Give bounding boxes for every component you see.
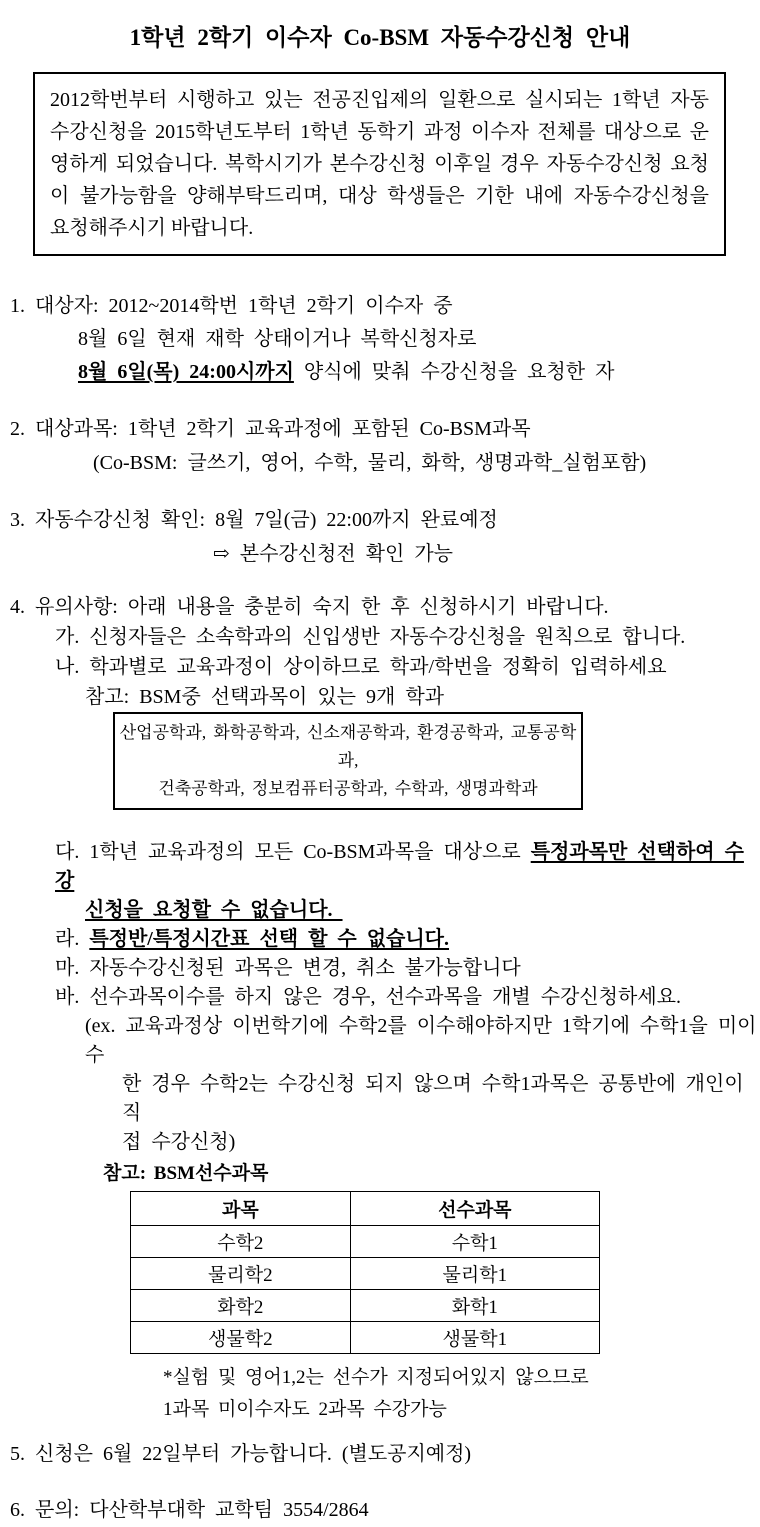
intro-line: 2012학번부터 시행하고 있는 전공진입제의 일환으로 실시되는 1학년 자동 xyxy=(50,89,709,111)
section4-item-ga: 가. 신청자들은 소속학과의 신입생반 자동수강신청을 원칙으로 합니다. xyxy=(55,626,686,648)
notice-document xyxy=(0,22,760,1521)
section4-item-ra xyxy=(0,925,760,954)
department-list-line: 산업공학과, 화학공학과, 신소재공학과, 환경공학과, 교통공학과, xyxy=(119,723,577,770)
cell-course: 화학2 xyxy=(131,1290,351,1322)
page-title: 1학년 2학기 이수자 Co-BSM 자동수강신청 안내 xyxy=(129,25,631,50)
section4-example-line1: (ex. 교육과정상 이번학기에 수학2를 이수해야하지만 1학기에 수학1을 미이수 xyxy=(85,1015,757,1066)
section1-line2: 8월 6일 현재 재학 상태이거나 복학신청자로 xyxy=(78,328,477,350)
section4-example-line3: 접 수강신청) xyxy=(122,1131,236,1153)
section3-line2 xyxy=(0,537,760,571)
prerequisite-table xyxy=(130,1191,600,1354)
cell-prereq: 화학1 xyxy=(350,1290,599,1322)
section3-line2-text: 본수강신청전 확인 가능 xyxy=(239,543,453,565)
cell-prereq: 물리학1 xyxy=(350,1258,599,1290)
section1-line3 xyxy=(0,356,760,389)
section6-heading: 6. 문의: 다산학부대학 교학팀 3554/2864 xyxy=(10,1499,369,1521)
column-header-prereq: 선수과목 xyxy=(350,1192,599,1226)
column-header-course: 과목 xyxy=(131,1192,351,1226)
intro-line: 수강신청을 2015학년도부터 1학년 동학기 과정 이수자 전체를 대상으로 운 xyxy=(50,121,709,143)
section-target-audience xyxy=(0,290,760,389)
table-row xyxy=(131,1322,600,1354)
cell-course: 생물학2 xyxy=(131,1322,351,1354)
item-ra-emphasis: 특정반/특정시간표 선택 할 수 없습니다. xyxy=(89,928,450,950)
section4-item-na: 나. 학과별로 교육과정이 상이하므로 학과/학번을 정확히 입력하세요 xyxy=(55,656,667,678)
table-row xyxy=(131,1258,600,1290)
table-footnote xyxy=(0,1362,760,1426)
prereq-note-heading: 참고: BSM선수과목 xyxy=(103,1163,269,1184)
section4-item-da-line1 xyxy=(0,838,760,896)
section-confirmation xyxy=(0,503,760,571)
intro-line: 요청해주시기 바랍니다. xyxy=(50,217,254,239)
section2-heading: 2. 대상과목: 1학년 2학기 교육과정에 포함된 Co-BSM과목 xyxy=(10,418,531,440)
cell-course: 수학2 xyxy=(131,1226,351,1258)
item-da-prefix: 다. xyxy=(55,841,90,863)
intro-line: 이 불가능함을 양해부탁드리며, 대상 학생들은 기한 내에 자동수강신청을 xyxy=(50,185,709,207)
section-schedule xyxy=(0,1438,760,1471)
item-da-emphasis: 특정과목만 선택하여 수강 xyxy=(55,841,744,892)
intro-line: 영하게 되었습니다. 복학시기가 본수강신청 이후일 경우 자동수강신청 요청 xyxy=(50,153,709,175)
item-da-emphasis-cont: 신청을 요청할 수 없습니다. xyxy=(85,899,343,921)
table-row xyxy=(131,1290,600,1322)
intro-box xyxy=(33,72,726,256)
department-list-box xyxy=(113,712,583,810)
table-row xyxy=(131,1226,600,1258)
section4-item-ma: 마. 자동수강신청된 과목은 변경, 취소 불가능합니다 xyxy=(55,957,521,979)
section-cautions-continued xyxy=(0,838,760,1157)
cell-course: 물리학2 xyxy=(131,1258,351,1290)
section3-heading: 3. 자동수강신청 확인: 8월 7일(금) 22:00까지 완료예정 xyxy=(10,509,498,531)
section1-heading: 1. 대상자: 2012~2014학번 1학년 2학기 이수자 중 xyxy=(10,295,453,317)
table-header-row xyxy=(131,1192,600,1226)
footnote-line1: *실험 및 영어1,2는 선수가 지정되어있지 않으므로 xyxy=(163,1367,589,1388)
section5-heading: 5. 신청은 6월 22일부터 가능합니다. (별도공지예정) xyxy=(10,1443,472,1465)
right-arrow-icon: ⇨ xyxy=(213,543,230,565)
section4-note-9dept: 참고: BSM중 선택과목이 있는 9개 학과 xyxy=(85,686,444,708)
cell-prereq: 생물학1 xyxy=(350,1322,599,1354)
department-list-line: 건축공학과, 정보컴퓨터공학과, 수학과, 생명과학과 xyxy=(158,779,538,798)
section4-example-line2: 한 경우 수학2는 수강신청 되지 않으며 수학1과목은 공통반에 개인이 직 xyxy=(122,1073,744,1124)
section1-line3-rest: 양식에 맞춰 수강신청을 요청한 자 xyxy=(293,361,615,383)
section4-item-ba: 바. 선수과목이수를 하지 않은 경우, 선수과목을 개별 수강신청하세요. xyxy=(55,986,681,1008)
section-contact xyxy=(0,1494,760,1527)
footnote-line2: 1과목 미이수자도 2과목 수강가능 xyxy=(163,1399,447,1420)
section-target-courses xyxy=(0,412,760,480)
deadline-emphasis: 8월 6일(목) 24:00시까지 xyxy=(78,361,294,383)
section4-item-da-line2 xyxy=(0,896,760,925)
item-ra-prefix: 라. xyxy=(55,928,90,950)
cell-prereq: 수학1 xyxy=(350,1226,599,1258)
section4-heading: 4. 유의사항: 아래 내용을 충분히 숙지 한 후 신청하시기 바랍니다. xyxy=(10,596,609,618)
item-da-normal: 1학년 교육과정의 모든 Co-BSM과목을 대상으로 xyxy=(89,841,531,863)
section-cautions xyxy=(0,592,760,712)
section2-line2: (Co-BSM: 글쓰기, 영어, 수학, 물리, 화학, 생명과학_실험포함) xyxy=(93,452,647,474)
